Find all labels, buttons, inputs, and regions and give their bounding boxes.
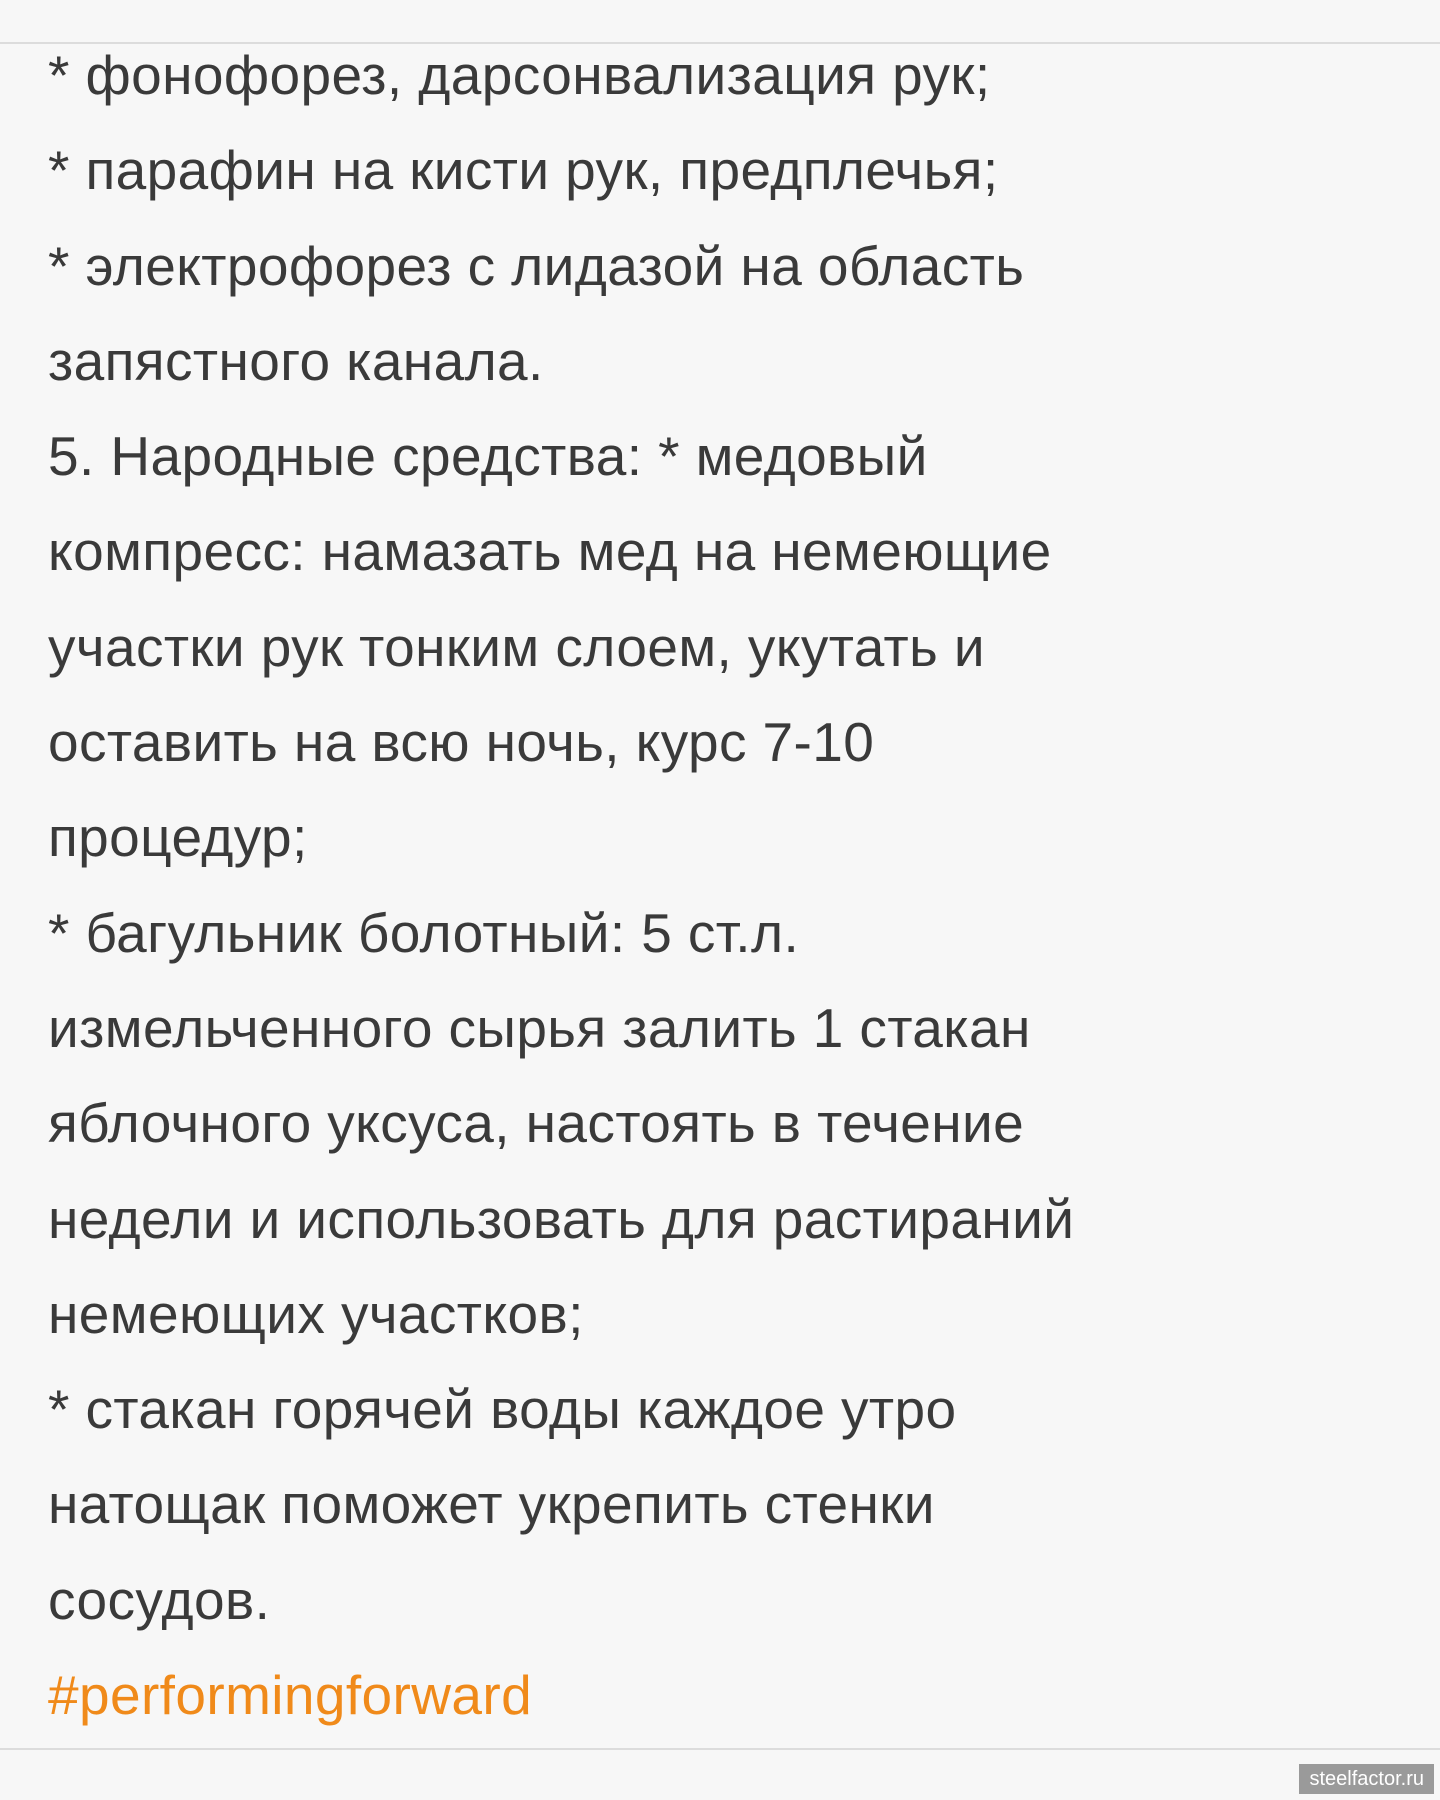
post-line: процедур;: [48, 806, 308, 869]
post-line: 5. Народные средства: * медовый: [48, 425, 928, 488]
hashtag-line: [48, 1648, 1388, 1743]
post-line: сосудов.: [48, 1568, 271, 1631]
post-line: участки рук тонким слоем, укутать и: [48, 615, 985, 678]
post-line: яблочного уксуса, настоять в течение: [48, 1092, 1025, 1155]
post-line: оставить на всю ночь, курс 7-10: [48, 711, 875, 774]
post-line: * багульник болотный: 5 ст.л.: [48, 901, 800, 964]
post-line: недели и использовать для растираний: [48, 1187, 1075, 1250]
post-line: немеющих участков;: [48, 1282, 584, 1345]
post-line: * электрофорез с лидазой на область: [48, 234, 1025, 297]
post-line: * стакан горячей воды каждое утро: [48, 1378, 957, 1441]
post-line: запястного канала.: [48, 329, 544, 392]
post-line: * парафин на кисти рук, предплечья;: [48, 139, 999, 202]
post-line: натощак поможет укрепить стенки: [48, 1473, 935, 1536]
hashtag-link[interactable]: #performingforward: [48, 1664, 533, 1727]
post-line: * фонофорез, дарсонвализация рук;: [48, 44, 991, 106]
bottom-divider: [0, 1748, 1440, 1750]
post-line: компресс: намазать мед на немеющие: [48, 520, 1052, 583]
watermark: steelfactor.ru: [1299, 1764, 1434, 1794]
post-line: измельченного сырья залить 1 стакан: [48, 996, 1031, 1059]
post-text: [48, 28, 1388, 1743]
